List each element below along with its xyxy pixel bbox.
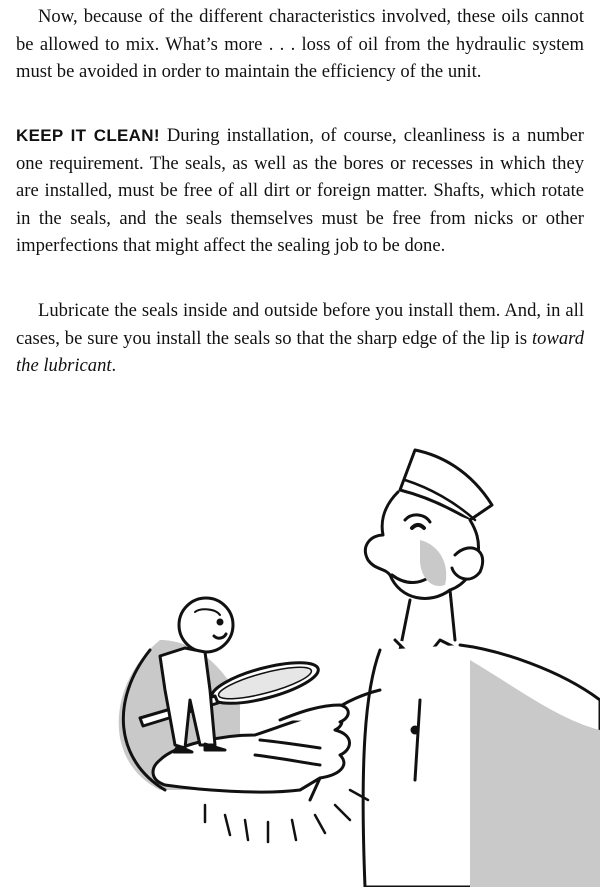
keep-it-clean-heading: KEEP IT CLEAN! [16,126,160,145]
keep-it-clean-body: During installation, of course, cleanliness is a number one requirement. The seals, as well as the bores or recesses in which they are installed, must be free of all dirt or foreign matter. Shafts, which rotate in the seals, and the seals themselves must be free from nicks or other imperfections that might affect the sealing job to be done. [16,125,584,256]
lubricate-body: Lubricate the seals inside and outside before you install them. And, in all cases, be sure you install the seals so that the sharp edge of the lip is [16,300,584,349]
paragraph-lubricate [16,297,584,380]
paragraph-keep-it-clean [16,122,584,260]
lubricate-emphasis: toward the lubricant [16,327,584,376]
glow-lines [205,790,368,842]
mechanic-figure [300,450,600,887]
paragraph-oils-mix-text: Now, because of the different characteristics involved, these oils cannot be allowed to mix. What’s more . . . loss of oil from the hydraulic system must be avoided in order to maintain the efficiency of the unit. [16,6,584,82]
paragraph-lubricate-text [16,297,584,380]
paragraph-oils-mix [16,3,584,86]
cartoon-illustration [95,440,600,887]
lubricate-end: . [111,355,117,376]
paragraph-keep-it-clean-text [16,122,584,260]
